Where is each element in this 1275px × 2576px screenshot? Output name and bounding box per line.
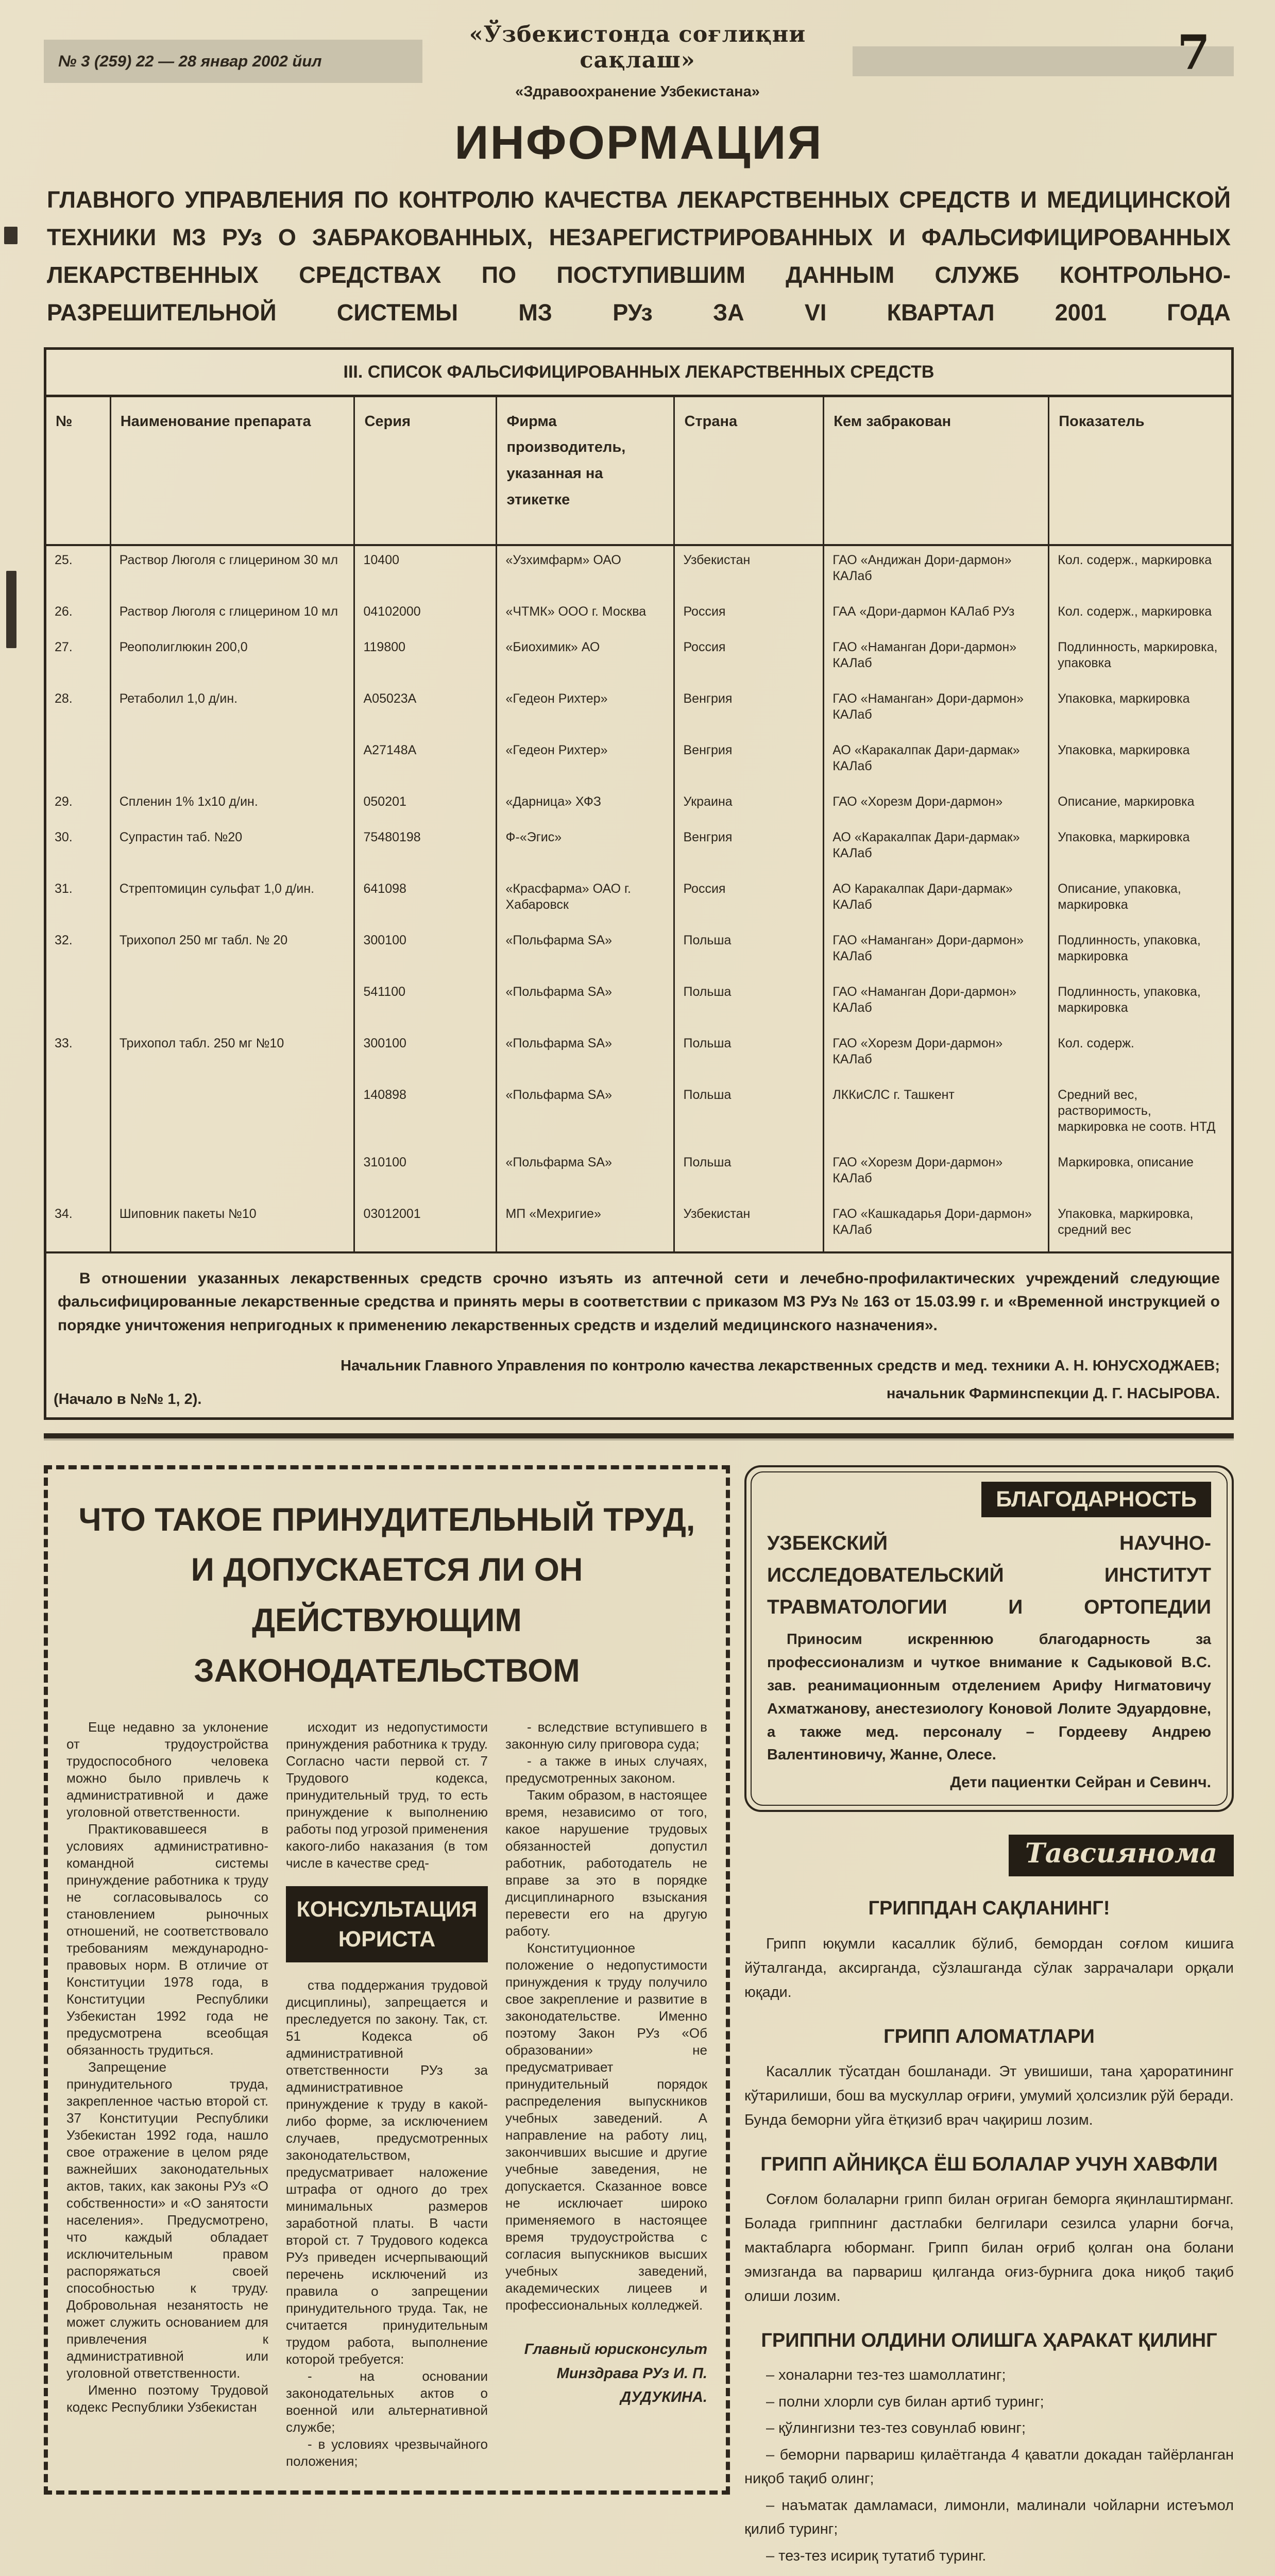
table-cell: 30. (55, 829, 73, 844)
table-cell: Кол. содерж., маркировка (1049, 545, 1231, 598)
falsified-medicines-table (46, 397, 1231, 1253)
table-cell: Украина (674, 788, 824, 823)
table-cell (110, 1148, 354, 1200)
table-row (46, 633, 1231, 685)
table-cell: Венгрия (674, 736, 824, 788)
table-cell: АО Каракалпак Дари-дармак» КАЛаб (824, 875, 1049, 926)
flu-section-heading: ГРИППДАН САҚЛАНИНГ! (868, 1897, 1110, 1920)
table-cell: «Дарница» ХФЗ (497, 788, 674, 823)
masthead-title-ru: «Здравоохранение Узбекистана» (515, 83, 760, 100)
table-cell: 33. (55, 1036, 73, 1050)
flu-section-heading: ГРИПП АЙНИҚСА ЁШ БОЛАЛАР УЧУН ХАВФЛИ (760, 2153, 1218, 2175)
flu-advice-item: – беморни парвариш қилаётганда 4 қаватли докадан тайёрланган ниқоб тақиб олинг; (744, 2447, 1234, 2487)
table-row (46, 1148, 1231, 1200)
table-cell: ГАА «Дори-дармон КАЛаб РУз (824, 598, 1049, 633)
right-column (744, 1465, 1234, 2576)
flu-advice-item: – қўлингизни тез-тез совунлаб ювинг; (766, 2420, 1026, 2437)
article-paragraph: Запрещение принудительного труда, закрепленное частью второй ст. 37 Конституции Республики Узбекистан 1992 года, нашло свое отражение в целом ряде важнейших законодательных актов, таких, как законы РУз «О собственности» и «О занятости населения». Предусмотрено, что каждый обладает исключительным правом распоряжаться своей способностью к труду. Добровольная незанятость не может служить основанием для привлечения к административной или уголовной ответственности. (66, 2059, 268, 2381)
table-cell: Упаковка, маркировка (1049, 823, 1231, 875)
table-cell: 28. (55, 691, 73, 706)
table-cell: «Гедеон Рихтер» (497, 736, 674, 788)
table-cell (46, 978, 110, 1029)
flu-section-heading: ГРИПП АЛОМАТЛАРИ (883, 2025, 1095, 2047)
article-paragraph: - на основании законодательных актов о военной или альтернативной службе; (286, 2368, 488, 2435)
table-cell (110, 978, 354, 1029)
table-cell: ГАО «Хорезм Дори-дармон» КАЛаб (824, 1029, 1049, 1081)
table-cell: Польша (674, 926, 824, 978)
table-cell: Россия (674, 598, 824, 633)
article-paragraph: - в условиях чрезвычайного положения; (286, 2436, 488, 2469)
table-cell: ГАО «Хорезм Дори-дармон» (824, 788, 1049, 823)
table-cell: Шиповник пакеты №10 (110, 1200, 354, 1252)
table-row (46, 823, 1231, 875)
scan-mark (6, 571, 16, 648)
table-cell: Реополиглюкин 200,0 (110, 633, 354, 685)
table-cell: 050201 (354, 788, 497, 823)
table-cell: Узбекистан (674, 545, 824, 598)
table-cell: Подлинность, упаковка, маркировка (1049, 926, 1231, 978)
page-header (44, 22, 1234, 100)
table-row (46, 1081, 1231, 1148)
flu-advice-item: – полни хлорли сув билан артиб туринг; (766, 2393, 1044, 2410)
table-cell (110, 736, 354, 788)
table-cell: Описание, маркировка (1049, 788, 1231, 823)
table-cell: 641098 (354, 875, 497, 926)
table-cell: «Красфарма» ОАО г. Хабаровск (497, 875, 674, 926)
table-cell (46, 1081, 110, 1148)
table-cell: 541100 (354, 978, 497, 1029)
table-cell: А27148А (354, 736, 497, 788)
column-header: № (46, 397, 110, 545)
table-row (46, 788, 1231, 823)
table-cell (46, 1148, 110, 1200)
table-cell: 27. (55, 639, 73, 654)
signature-line: Начальник Главного Управления по контролю качества лекарственных средств и мед. техники А. Н. ЮНУСХОДЖАЕВ; (341, 1358, 1220, 1375)
table-cell: ГАО «Наманган» Дори-дармон» КАЛаб (824, 926, 1049, 978)
table-cell: Кол. содерж. (1049, 1029, 1231, 1081)
med-table-body (46, 545, 1231, 1252)
table-cell: Средний вес, растворимость, маркировка не соотв. НТД (1049, 1081, 1231, 1148)
article-paragraph: - вследствие вступившего в законную силу приговора суда; (505, 1719, 707, 1752)
table-cell: Россия (674, 875, 824, 926)
table-cell: «Польфарма SA» (497, 926, 674, 978)
table-cell: Раствор Люголя с глицерином 10 мл (110, 598, 354, 633)
table-cell: АО «Каракалпак Дари-дармак» КАЛаб (824, 736, 1049, 788)
table-cell: «Биохимик» АО (497, 633, 674, 685)
flu-paragraph: Касаллик тўсатдан бошланади. Эт увишиши, тана ҳароратининг кўтарилиши, бош ва мускуллар оғриғи, умумий ҳолсизлик рўй беради. Бунда беморни уйга ётқизиб врач чақириш лозим. (744, 2063, 1234, 2128)
issue-info (44, 40, 422, 83)
page-number-bar (853, 24, 1234, 80)
table-cell: Трихопол 250 мг табл. № 20 (110, 926, 354, 978)
table-cell: Польша (674, 978, 824, 1029)
table-cell: Польша (674, 1148, 824, 1200)
table-cell: Стрептомицин сульфат 1,0 д/ин. (110, 875, 354, 926)
flu-advice-item: – тез-тез исириқ тутатиб туринг. (766, 2547, 987, 2564)
officials-signatures (341, 1352, 1220, 1408)
table-cell: ГАО «Наманган Дори-дармон» КАЛаб (824, 633, 1049, 685)
table-cell: ГАО «Кашкадарья Дори-дармон» КАЛаб (824, 1200, 1049, 1252)
gratitude-box-inner (751, 1471, 1228, 1806)
recall-notice: В отношении указанных лекарственных средств срочно изъять из аптечной сети и лечебно-профилактических учреждений следующие фальсифицированные лекарственные средства и принять меры в соответствии с приказом МЗ РУз № 163 от 15.03.99 г. и «Временной инструкцией о порядке уничтожения непригодных к применению лекарственных средств и изделий медицинского назначения». (58, 1269, 1220, 1334)
table-cell: АО «Каракалпак Дари-дармак» КАЛаб (824, 823, 1049, 875)
flu-paragraph: Соғлом болаларни грипп билан оғриган беморга яқинлаштирманг. Болада гриппнинг дастлабки белгилари сезилса уларни боғча, мактабларга юборманг. Грипп билан оғриб қолган она болани эмизганда ва парвариш қилганда оғиз-бурнига дока ниқоб тақиб олиши лозим. (744, 2191, 1234, 2304)
falsified-medicines-box (44, 347, 1234, 1420)
table-row (46, 926, 1231, 978)
table-cell: 25. (55, 552, 73, 567)
bottom-section (44, 1465, 1234, 2576)
table-cell: Раствор Люголя с глицерином 30 мл (110, 545, 354, 598)
table-cell: 10400 (354, 545, 497, 598)
table-cell: «ЧТМК» ООО г. Москва (497, 598, 674, 633)
gratitude-signature: Дети пациентки Сейран и Севинч. (950, 1774, 1211, 1791)
table-row (46, 545, 1231, 598)
series-start-note: (Начало в №№ 1, 2). (54, 1391, 202, 1408)
table-title: III. СПИСОК ФАЛЬСИФИЦИРОВАННЫХ ЛЕКАРСТВЕННЫХ СРЕДСТВ (46, 350, 1231, 397)
table-cell: Подлинность, маркировка, упаковка (1049, 633, 1231, 685)
article-paragraph: ства поддержания трудовой дисциплины), запрещается и преследуется по закону. Так, ст. 51 Кодекса об административной ответственности РУз за административное принуждение к труду в какой-либо форме, за исключением случаев, предусмотренных законодательством, предусматривает наложение штрафа от одного до трех минимальных размеров заработной платы. В части второй ст. 7 Трудового кодекса РУз приведен исчерпывающий перечень исключений из правила о запрещении принудительного труда. Так, не считается принудительным трудом работа, выполнение которой требуется: (286, 1977, 488, 2367)
column-header: Кем забракован (824, 397, 1049, 545)
table-row (46, 685, 1231, 736)
table-cell: 32. (55, 933, 73, 947)
article-paragraph: Конституционное положение о недопустимости принуждения к труду получило свое закрепление и развитие в законодательстве. Именно поэтому Закон РУз «Об образовании» не предусматривает принудительный порядок распределения выпускников учебных заведений. А направление на работу лиц, закончивших высшие и другие учебные заведения, не допускается. Сказанное вовсе не исключает широко применяемого в настоящее время трудоустройства с согласия выпускников высших учебных заведений, академических лицеев и профессиональных колледжей. (505, 1940, 707, 2313)
issue-label: № 3 (259) 22 — 28 январ 2002 йил (58, 52, 322, 70)
table-cell: Трихопол табл. 250 мг №10 (110, 1029, 354, 1081)
table-cell: 140898 (354, 1081, 497, 1148)
column-header: Показатель (1049, 397, 1231, 545)
column-header: Серия (354, 397, 497, 545)
gratitude-heading: УЗБЕКСКИЙ НАУЧНО-ИССЛЕДОВАТЕЛЬСКИЙ ИНСТИТУТ ТРАВМАТОЛОГИИ И ОРТОПЕДИИ (767, 1532, 1211, 1619)
table-cell: 26. (55, 604, 73, 619)
table-cell: 119800 (354, 633, 497, 685)
table-cell: «Польфарма SA» (497, 1029, 674, 1081)
table-cell: Подлинность, упаковка, маркировка (1049, 978, 1231, 1029)
table-row (46, 1029, 1231, 1081)
legal-consultation-badge: КОНСУЛЬТАЦИЯ ЮРИСТА (286, 1886, 488, 1962)
article-column-3 (505, 1719, 707, 2470)
table-cell: Ф-«Эгис» (497, 823, 674, 875)
table-cell: Супрастин таб. №20 (110, 823, 354, 875)
table-cell: ГАО «Андижан Дори-дармон» КАЛаб (824, 545, 1049, 598)
article-paragraph: исходит из недопустимости принуждения работника к труду. Согласно части первой ст. 7 Трудового кодекса, принудительный труд, то есть принуждение к выполнению работы под угрозой применения какого-либо наказания (в том числе в качестве сред- (286, 1719, 488, 1871)
masthead-title-uz: «Ўзбекистонда соғлиқни сақлаш» (469, 22, 806, 73)
table-cell: МП «Мехригие» (497, 1200, 674, 1252)
table-cell: «Польфарма SA» (497, 978, 674, 1029)
article-paragraph: Практиковавшееся в условиях административно-командной системы принуждение работника к труду не согласовывалось со становлением рыночных отношений, не соответствовало требованиям международно-правовых норм. В отличие от Конституции 1978 года, в Конституции Республики Узбекистан 1992 года не предусмотрена всеобщая обязанность трудиться. (66, 1821, 268, 2058)
article-columns (66, 1719, 707, 2470)
advice-badge: Тавсиянома (1009, 1835, 1234, 1876)
article-column-1 (66, 1719, 268, 2470)
table-cell: Маркировка, описание (1049, 1148, 1231, 1200)
table-row (46, 978, 1231, 1029)
article-signature: Главный юрисконсульт Минздрава РУз И. П. ДУДУКИНА. (524, 2341, 707, 2405)
table-cell: А05023А (354, 685, 497, 736)
flu-advice-item: – наъматак дамламаси, лимонли, малинали чойларни истеъмол қилиб туринг; (744, 2497, 1234, 2537)
table-cell: ГАО «Наманган» Дори-дармон» КАЛаб (824, 685, 1049, 736)
table-cell: «Узхимфарм» ОАО (497, 545, 674, 598)
table-cell: 75480198 (354, 823, 497, 875)
column-header: Наименование препарата (110, 397, 354, 545)
table-cell: Спленин 1% 1х10 д/ин. (110, 788, 354, 823)
table-cell: 31. (55, 881, 73, 896)
gratitude-box (744, 1465, 1234, 1812)
flu-advice-item: – хоналарни тез-тез шамоллатинг; (766, 2366, 1006, 2383)
table-cell: Упаковка, маркировка, средний вес (1049, 1200, 1231, 1252)
article-paragraph: Именно поэтому Трудовой кодекс Республики Узбекистан (66, 2382, 268, 2415)
flu-paragraph: Грипп юқумли касаллик бўлиб, бемордан соғлом кишига йўталганда, аксирганда, сўзлашганда сўлак заррачалари орқали юқади. (744, 1935, 1234, 2001)
flu-advice-article (744, 1835, 1234, 2576)
page-number: 7 (1177, 24, 1210, 80)
table-cell: Венгрия (674, 823, 824, 875)
table-cell: Венгрия (674, 685, 824, 736)
table-cell: 34. (55, 1206, 73, 1221)
table-row (46, 1200, 1231, 1252)
article-paragraph: - а также в иных случаях, предусмотренных законом. (505, 1753, 707, 1786)
flu-section-heading: ГРИППНИ ОЛДИНИ ОЛИШГА ҲАРАКАТ ҚИЛИНГ (761, 2329, 1217, 2351)
table-cell: 300100 (354, 1029, 497, 1081)
table-cell: Россия (674, 633, 824, 685)
table-cell: Кол. содерж., маркировка (1049, 598, 1231, 633)
gratitude-body: Приносим искреннюю благодарность за профессионализм и чуткое внимание к Садыковой В.С. зав. реанимационным отделением Арифу Нигматовичу Ахматжанову, анестезиологу Коновой Лолите Эдуардовне, а также мед. персоналу – Гордееву Андрею Валентиновичу, Жанне, Олесе. (767, 1631, 1211, 1764)
table-cell: Упаковка, маркировка (1049, 685, 1231, 736)
table-cell: ГАО «Наманган Дори-дармон» КАЛаб (824, 978, 1049, 1029)
article-paragraph: Еще недавно за уклонение от трудоустройства трудоспособного человека можно было привлечь к административной и даже уголовной ответственности. (66, 1719, 268, 1820)
article-headline: ЧТО ТАКОЕ ПРИНУДИТЕЛЬНЫЙ ТРУД, И ДОПУСКАЕТСЯ ЛИ ОН ДЕЙСТВУЮЩИМ ЗАКОНОДАТЕЛЬСТВОМ (78, 1501, 695, 1689)
table-cell (46, 736, 110, 788)
table-cell: 310100 (354, 1148, 497, 1200)
column-header: Страна (674, 397, 824, 545)
table-row (46, 875, 1231, 926)
masthead (446, 22, 829, 100)
table-cell: «Гедеон Рихтер» (497, 685, 674, 736)
table-cell: Узбекистан (674, 1200, 824, 1252)
table-cell: «Польфарма SA» (497, 1081, 674, 1148)
table-cell: 03012001 (354, 1200, 497, 1252)
table-cell: Польша (674, 1081, 824, 1148)
gratitude-badge: БЛАГОДАРНОСТЬ (981, 1482, 1211, 1517)
table-cell (110, 1081, 354, 1148)
info-subtitle: ГЛАВНОГО УПРАВЛЕНИЯ ПО КОНТРОЛЮ КАЧЕСТВА ЛЕКАРСТВЕННЫХ СРЕДСТВ И МЕДИЦИНСКОЙ ТЕХНИКИ МЗ РУз О ЗАБРАКОВАННЫХ, НЕЗАРЕГИСТРИРОВАННЫХ И ФАЛЬСИФИЦИРОВАННЫХ ЛЕКАРСТВЕННЫХ СРЕДСТВАХ ПО ПОСТУПИВШИМ ДАННЫМ СЛУЖБ КОНТРОЛЬНО-РАЗРЕШИТЕЛЬНОЙ СИСТЕМЫ МЗ РУз ЗА VI КВАРТАЛ 2001 ГОДА (47, 187, 1231, 326)
table-cell: 300100 (354, 926, 497, 978)
table-cell: ГАО «Хорезм Дори-дармон» КАЛаб (824, 1148, 1049, 1200)
med-table-header-row (46, 397, 1231, 545)
section-divider (44, 1433, 1234, 1438)
table-footer (46, 1339, 1231, 1417)
table-cell: ЛККиСЛС г. Ташкент (824, 1081, 1049, 1148)
table-row (46, 736, 1231, 788)
flu-sections (744, 1895, 1234, 2576)
info-title: ИНФОРМАЦИЯ (454, 116, 823, 169)
table-row (46, 598, 1231, 633)
signature-line: начальник Фарминспекции Д. Г. НАСЫРОВА. (886, 1385, 1220, 1402)
table-cell: 04102000 (354, 598, 497, 633)
table-cell: Упаковка, маркировка (1049, 736, 1231, 788)
table-cell: Ретаболил 1,0 д/ин. (110, 685, 354, 736)
forced-labor-article (44, 1465, 730, 2495)
scan-mark (4, 227, 18, 244)
table-cell: «Польфарма SA» (497, 1148, 674, 1200)
table-cell: 29. (55, 794, 73, 809)
column-header: Фирма производитель, указанная на этикетке (497, 397, 674, 545)
table-cell: Описание, упаковка, маркировка (1049, 875, 1231, 926)
table-cell: Польша (674, 1029, 824, 1081)
article-paragraph: Таким образом, в настоящее время, независимо от того, какое нарушение трудовых обязанностей допустил работник, работодатель не вправе за это в порядке дисциплинарного взыскания перевести его на другую работу. (505, 1787, 707, 1939)
article-column-2 (286, 1719, 488, 2470)
